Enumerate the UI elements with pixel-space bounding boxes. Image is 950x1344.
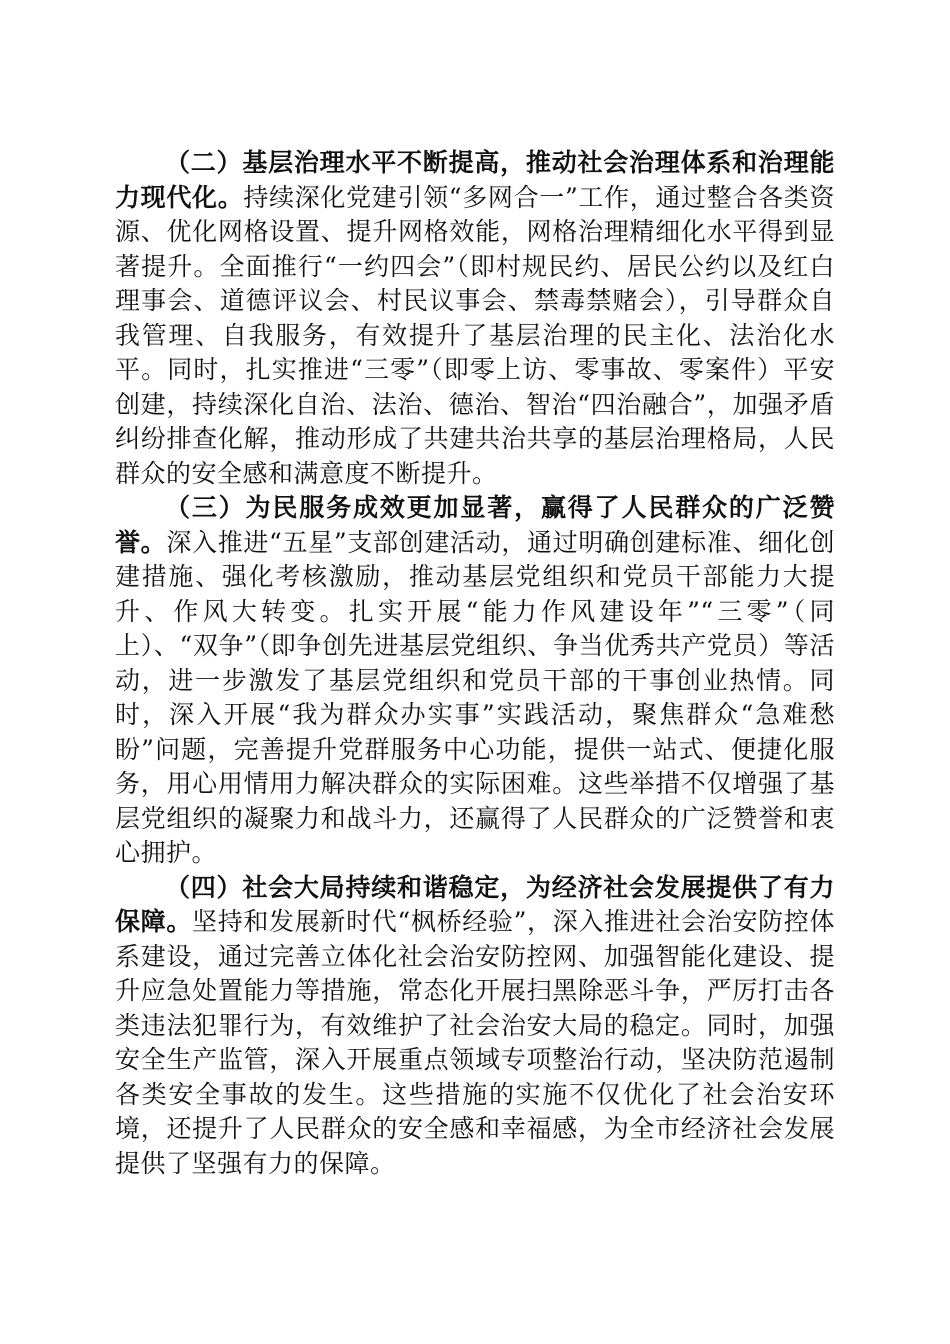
paragraph-3 (115, 491, 835, 871)
paragraph-heading: （四）社会大局持续和谐稳定，为经济社会发展提供了有力保障。 (115, 872, 835, 936)
paragraph-text: 持续深化党建引领“多网合一”工作，通过整合各类资源、优化网格设置、提升网格效能，网格治理精细化水平得到显著提升。全面推行“一约四会”（即村规民约、居民公约以及红白理事会、道德评议会、村民议事会、禁毒禁赌会），引导群众自我管理、自我服务，有效提升了基层治理的民主化、法治化水平。同时，扎实推进“三零”（即零上访、零事故、零案件）平安创建，持续深化自治、法治、德治、智治“四治融合”，加强矛盾纠纷排查化解，推动形成了共建共治共享的基层治理格局，人民群众的安全感和满意度不断提升。 (115, 182, 835, 488)
paragraph-heading: （三）为民服务成效更加显著，赢得了人民群众的广泛赞誉。 (115, 493, 835, 557)
paragraph-4 (115, 871, 835, 1182)
paragraph-text: 坚持和发展新时代“枫桥经验”，深入推进社会治安防控体系建设，通过完善立体化社会治安防控网、加强智能化建设、提升应急处置能力等措施，常态化开展扫黑除恶斗争，严厉打击各类违法犯罪行为，有效维护了社会治安大局的稳定。同时，加强安全生产监管，深入开展重点领域专项整治行动，坚决防范遏制各类安全事故的发生。这些措施的实施不仅优化了社会治安环境，还提升了人民群众的安全感和幸福感，为全市经济社会发展提供了坚强有力的保障。 (115, 907, 835, 1178)
document-body (115, 146, 835, 1181)
paragraph-2 (115, 146, 835, 491)
paragraph-text: 深入推进“五星”支部创建活动，通过明确创建标准、细化创建措施、强化考核激励，推动基层党组织和党员干部能力大提升、作风大转变。扎实开展“能力作风建设年”“三零”（同上）、“双争”（即争创先进基层党组织、争当优秀共产党员）等活动，进一步激发了基层党组织和党员干部的干事创业热情。同时，深入开展“我为群众办实事”实践活动，聚焦群众“急难愁盼”问题，完善提升党群服务中心功能，提供一站式、便捷化服务，用心用情用力解决群众的实际困难。这些举措不仅增强了基层党组织的凝聚力和战斗力，还赢得了人民群众的广泛赞誉和衷心拥护。 (115, 527, 835, 867)
paragraph-heading: （二）基层治理水平不断提高，推动社会治理体系和治理能力现代化。 (115, 148, 835, 212)
